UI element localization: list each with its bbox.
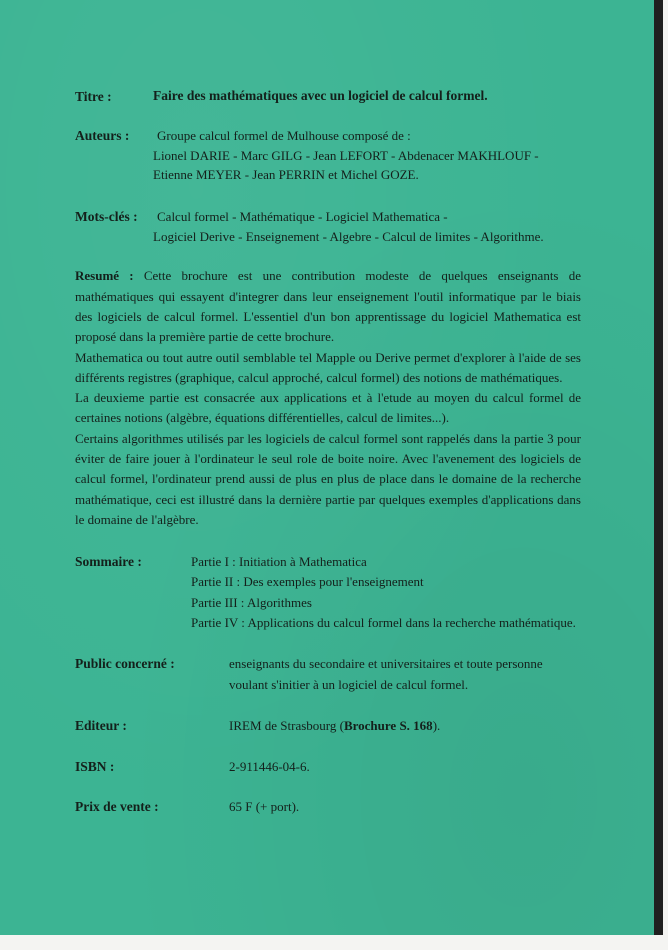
page-right-edge [654,0,663,935]
resume-line: éviter de faire jouer à l'ordinateur le seul role de boite noire. Avec l'avenement des logiciels de [75,451,581,466]
isbn-label: ISBN : [75,759,115,774]
editeur-prefix: IREM de Strasbourg ( [229,718,344,733]
public-line: voulant s'initier à un logiciel de calcul formel. [229,677,469,692]
mots-cles-line: Calcul formel - Mathématique - Logiciel Mathematica - [157,209,448,224]
editeur-brochure-number: Brochure S. 168 [343,718,433,733]
resume-line: proposé dans la première partie de cette brochure. [75,329,335,344]
mots-cles-label: Mots-clés : [75,209,138,224]
resume-line: le domaine de l'algèbre. [75,512,199,527]
auteurs-line: Lionel DARIE - Marc GILG - Jean LEFORT - Abdenacer MAKHLOUF - [153,148,539,163]
isbn-value: 2-911446-04-6. [229,759,310,774]
prix-label: Prix de vente : [75,799,159,814]
resume-line: Mathematica ou tout autre outil semblable tel Mapple ou Derive permet d'explorer à l'aide de ses [75,350,581,365]
titre-value: Faire des mathématiques avec un logiciel de calcul formel. [153,88,488,103]
resume-line: calcul formel, l'ordinateur prend aussi de plus en plus de place dans le domaine de la recherche [75,471,581,486]
resume-line: Certains algorithmes utilisés par les logiciels de calcul formel sont rappelés dans la partie 3 pour [75,431,581,446]
resume-line: différents registres (graphique, calcul approché, calcul formel) des notions de mathématiques. [75,370,563,385]
resume-line: certaines notions (algèbre, équations différentielles, calcul de limites...). [75,410,450,425]
sommaire-item: Partie I : Initiation à Mathematica [191,554,367,569]
resume-label: Resumé : [75,268,134,283]
editeur-label: Editeur : [75,718,127,733]
auteurs-line: Etienne MEYER - Jean PERRIN et Michel GOZE. [153,167,419,182]
mots-cles-line: Logiciel Derive - Enseignement - Algebre - Calcul de limites - Algorithme. [153,229,544,244]
prix-value: 65 F (+ port). [229,799,300,814]
auteurs-label: Auteurs : [75,128,130,143]
resume-line: mathématique, ceci est illustré dans la dernière partie par quelques exemples d'applications dans [75,492,581,507]
sommaire-label: Sommaire : [75,554,142,569]
sommaire-item: Partie III : Algorithmes [191,595,312,610]
resume-line: mathématiques qui essayent d'integrer dans leur enseignement l'outil informatique par le biais [75,289,581,304]
page-bottom-margin [0,935,668,950]
sommaire-item: Partie II : Des exemples pour l'enseignement [191,574,424,589]
titre-label: Titre : [75,89,112,104]
resume-first-line [75,268,581,284]
editeur-value [229,718,440,734]
sommaire-item: Partie IV : Applications du calcul formel dans la recherche mathématique. [191,615,576,630]
resume-line: des logiciels de calcul formel. L'essentiel d'un bon apprentissage du logiciel Mathematica est [75,309,581,324]
resume-line: La deuxieme partie est consacrée aux applications et à l'etude au moyen du calcul formel de [75,390,581,405]
editeur-suffix: ). [432,718,441,733]
auteurs-line: Groupe calcul formel de Mulhouse composé de : [157,128,411,143]
public-label: Public concerné : [75,656,175,671]
public-line: enseignants du secondaire et universitaires et toute personne [229,656,543,671]
resume-line: Cette brochure est une contribution modeste de quelques enseignants de [143,268,581,283]
